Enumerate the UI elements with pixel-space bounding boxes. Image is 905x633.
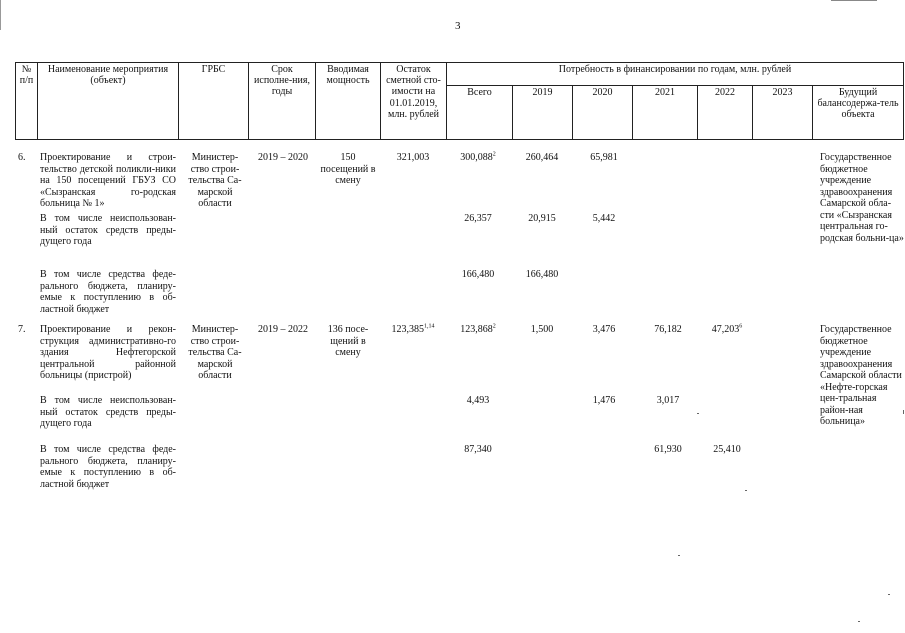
header-funding-group: Потребность в финансировании по годам, млн. рублей: [447, 63, 904, 86]
header-num: № п/п: [16, 63, 38, 140]
event-name: Проектирование и рекон-струкция административно-го здания Нефтегорской центральной районной больницы (пристрой): [40, 324, 176, 381]
row-number: 6.: [18, 152, 26, 163]
sub-total: 4,493: [466, 395, 490, 406]
remainder-cell: 123,385$^{1,14}$: [391, 323, 435, 335]
header-2023: 2023: [753, 85, 813, 139]
header-name: Наименование мероприятия (объект): [38, 63, 179, 140]
grbs-cell: Министер-ство строи-тельства Са-марской области: [188, 152, 242, 209]
sub-y2019: 166,480: [525, 269, 559, 280]
sub-total: 166,480: [461, 269, 495, 280]
capacity-cell: 136 посе-щений в смену: [327, 324, 369, 358]
term-cell: 2019 – 2022: [258, 324, 308, 335]
y2020-cell: 3,476: [592, 324, 616, 335]
y2022-cell: 47,203$^6$: [711, 323, 743, 335]
sub-name: В том числе неиспользован-ный остаток средств преды-дущего года: [40, 213, 176, 247]
sub-y2021: 61,930: [654, 444, 682, 455]
y2020-cell: 65,981: [590, 152, 618, 163]
y2019-cell: 1,500: [530, 324, 554, 335]
sub-y2019: 20,915: [528, 213, 556, 224]
sub-name: В том числе средства феде-рального бюджета, планиру-емые к поступлению в об-ластной бюджет: [40, 444, 176, 490]
term-cell: 2019 – 2020: [258, 152, 308, 163]
y2019-cell: 260,464: [525, 152, 559, 163]
grbs-cell: Министер-ство строи-тельства Са-марской области: [188, 324, 242, 381]
scan-speck: [903, 410, 904, 414]
scan-speck: [858, 621, 860, 622]
header-capacity: Вводимая мощность: [316, 63, 381, 140]
scan-speck: [678, 555, 680, 556]
scan-speck: [888, 594, 890, 595]
sub-name: В том числе средства феде-рального бюджета, планиру-емые к поступлению в об-ластной бюджет: [40, 269, 176, 315]
sub-y2020: 5,442: [592, 213, 616, 224]
sub-y2020: 1,476: [592, 395, 616, 406]
holder-cell: Государственное бюджетное учреждение здравоохранения Самарской области «Нефте-горская цен-тральная район-ная больница»: [820, 324, 902, 427]
row-number: 7.: [18, 324, 26, 335]
header-remainder: Остаток сметной сто-имости на 01.01.2019, млн. рублей: [381, 63, 447, 140]
holder-cell: Государственное бюджетное учреждение здравоохранения Самарской обла-сти «Сызранская центральная го-родская больни-ца»: [820, 152, 904, 244]
header-term: Срок исполне-ния, годы: [249, 63, 316, 140]
sub-total: 26,357: [464, 213, 492, 224]
sub-y2021: 3,017: [656, 395, 680, 406]
table-header: [15, 62, 904, 140]
sub-total: 87,340: [464, 444, 492, 455]
top-edge-line: [831, 0, 877, 1]
left-edge-mark: [0, 0, 1, 30]
remainder-cell: 321,003: [396, 152, 430, 163]
header-2020: 2020: [573, 85, 633, 139]
header-2021: 2021: [633, 85, 698, 139]
total-cell: 300,088$^2$: [460, 151, 496, 163]
header-2019: 2019: [513, 85, 573, 139]
event-name: Проектирование и строи-тельство детской поликли-ники на 150 посещений ГБУЗ СО «Сызранская го-родская больница № 1»: [40, 152, 176, 209]
header-grbs: ГРБС: [179, 63, 249, 140]
sub-name: В том числе неиспользован-ный остаток средств преды-дущего года: [40, 395, 176, 429]
header-total: Всего: [447, 85, 513, 139]
scan-speck: [745, 490, 747, 491]
page-number: 3: [455, 20, 461, 32]
header-holder: Будущий балансодержа-тель объекта: [813, 85, 904, 139]
total-cell: 123,868$^2$: [460, 323, 496, 335]
sub-y2022: 25,410: [713, 444, 741, 455]
header-2022: 2022: [698, 85, 753, 139]
scan-speck: [697, 413, 699, 414]
capacity-cell: 150 посещений в смену: [320, 152, 376, 186]
y2021-cell: 76,182: [654, 324, 682, 335]
